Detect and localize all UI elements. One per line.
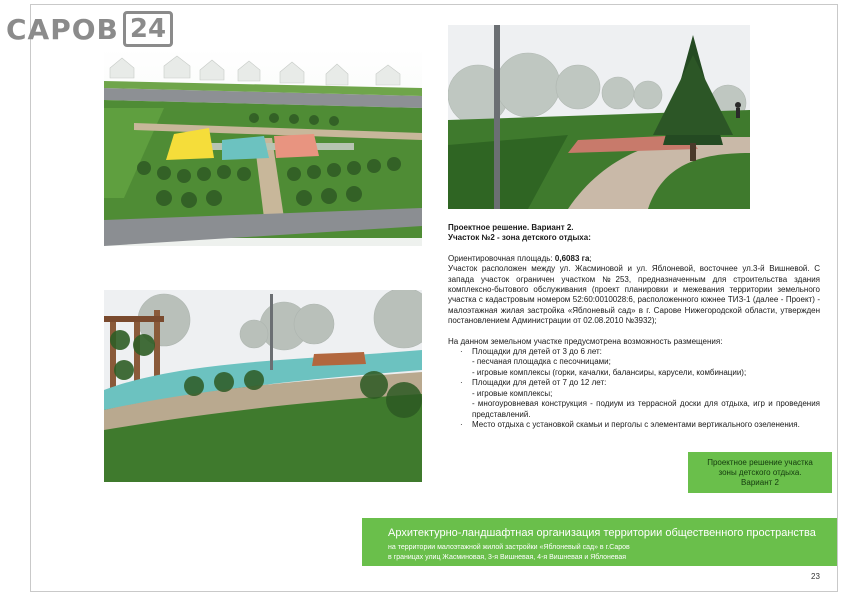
list-subitem: - многоуровневая конструкция - подиум из террасной доски для отдыха, игр и проведения представлений.	[472, 399, 820, 419]
sarov24-logo	[6, 10, 173, 48]
perspective-view-render	[448, 25, 750, 209]
logo-number: 24	[123, 11, 173, 47]
list-subitem: - игровые комплексы (горки, качалки, балансиры, карусели, комбинации);	[472, 367, 747, 377]
variant-label-text: Проектное решение участка зоны детского отдыха. Вариант 2	[707, 457, 813, 487]
page-number: 23	[811, 572, 820, 581]
playground-view-render	[104, 290, 422, 482]
banner-line3: в границах улиц Жасминовая, 3-я Вишневая, 4-я Вишневая и Яблоневая	[388, 554, 627, 561]
bullet: ·	[460, 378, 463, 388]
banner-line2: на территории малоэтажной жилой застройки «Яблоневый сад» в г.Саров	[388, 544, 630, 551]
list-subitem: - песчаная площадка с песочницами;	[472, 357, 611, 367]
facility-list	[448, 347, 820, 430]
logo-word: САРОВ	[6, 12, 119, 46]
intro-paragraph: На данном земельном участке предусмотрена возможность размещения:	[448, 336, 723, 346]
description-subtitle: Участок №2 - зона детского отдыха:	[448, 233, 591, 243]
bullet: ·	[460, 419, 463, 429]
project-banner	[362, 518, 837, 566]
list-subitem: - игровые комплексы;	[472, 388, 553, 398]
area-prefix: Ориентировочная площадь:	[448, 253, 555, 263]
description-title: Проектное решение. Вариант 2.	[448, 223, 574, 232]
project-description	[448, 223, 820, 430]
list-item: · Место отдыха с установкой скамьи и перголы с элементами вертикального озеленения.	[460, 419, 800, 429]
bullet: ·	[460, 347, 463, 357]
area-line	[448, 254, 820, 264]
area-suffix: ;	[589, 253, 592, 263]
list-item: · Площадки для детей от 3 до 6 лет:	[460, 347, 602, 357]
banner-title: Архитектурно-ландшафтная организация территории общественного пространства	[388, 527, 816, 539]
aerial-view-render	[104, 48, 422, 246]
list-item: · Площадки для детей от 7 до 12 лет:	[460, 378, 607, 388]
location-paragraph: Участок расположен между ул. Жасминовой и ул. Яблоневой, восточнее ул.3-й Вишневой. С запада участок ограничен участком №253, предназначенным для строительства здания комплексно-бытового обслуживания (проект планировки и межевания территории земельного участка с кадастровым номером 52:60:0010028:6, расположенного южнее ТИЗ-1 (далее - Проект) - малоэтажная жилая застройка «Яблоневый сад» в г. Сарове Нижегородской области, утвержден постановлением Администрации от 02.08.2010 №3932);	[448, 264, 820, 326]
area-value: 0,6083 га	[554, 253, 590, 263]
variant-label	[688, 452, 832, 493]
